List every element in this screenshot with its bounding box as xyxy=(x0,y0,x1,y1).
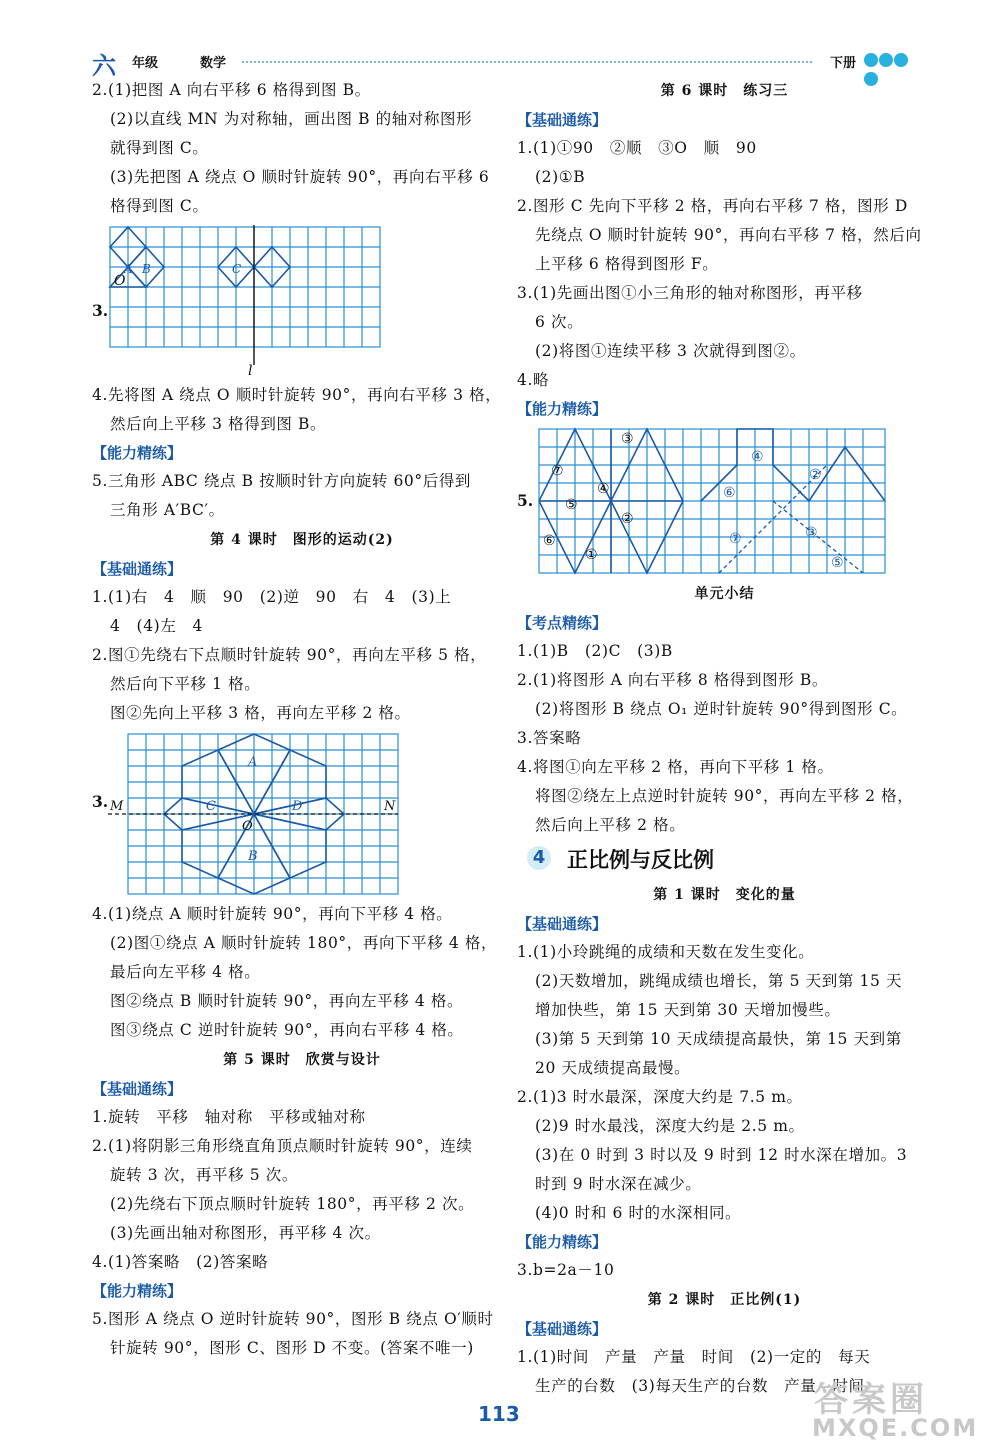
answer-line: 3.b=2a－10 xyxy=(517,1261,615,1279)
grid-figure-3 xyxy=(517,423,932,579)
circle-mark: ④ xyxy=(751,449,764,465)
right-column xyxy=(517,76,932,1401)
section-heading: 【能力精练】 xyxy=(92,1282,183,1300)
section-heading: 【基础通练】 xyxy=(517,111,608,129)
answer-line: 6 次。 xyxy=(535,313,584,331)
header-rule xyxy=(242,61,812,63)
answer-line: 1.旋转 平移 轴对称 平移或轴对称 xyxy=(92,1108,366,1126)
label-d: D xyxy=(292,799,303,814)
answer-line: (2)以直线 MN 为对称轴，画出图 B 的轴对称图形 xyxy=(110,110,473,128)
answer-line: 2.(1)3 时水最深，深度大约是 7.5 m。 xyxy=(517,1088,803,1106)
grade-label: 六 xyxy=(92,52,116,80)
label-n: N xyxy=(384,799,396,814)
answer-line: 格得到图 C。 xyxy=(110,197,209,215)
circle-mark: ③ xyxy=(621,431,634,447)
section-heading: 【基础通练】 xyxy=(92,560,183,578)
answer-line: 1.(1)小玲跳绳的成绩和天数在发生变化。 xyxy=(517,943,815,961)
circle-mark: ④ xyxy=(597,481,610,497)
answer-line: 然后向上平移 2 格。 xyxy=(535,816,686,834)
lesson-title: 第 5 课时 欣赏与设计 xyxy=(223,1052,381,1068)
answer-line: 三角形 A′BC′。 xyxy=(110,501,225,519)
chapter-heading xyxy=(517,840,932,880)
circle-mark: ⑤ xyxy=(831,555,844,571)
circle-mark: ⑦ xyxy=(729,531,742,547)
lesson-title: 第 6 课时 练习三 xyxy=(660,83,789,99)
answer-line: 5.图形 A 绕点 O 逆时针旋转 90°，图形 B 绕点 O′顺时 xyxy=(92,1310,494,1328)
section-heading: 【能力精练】 xyxy=(517,400,608,418)
label-c: C xyxy=(206,799,216,814)
page-header xyxy=(92,42,922,78)
circle-mark: ② xyxy=(621,511,634,527)
chapter-number: 4 xyxy=(527,846,551,870)
figure-number: 3. xyxy=(92,792,109,811)
answer-line: (3)先把图 A 绕点 O 顺时针旋转 90°，再向右平移 6 xyxy=(110,168,490,186)
answer-line: 3.答案略 xyxy=(517,729,582,747)
section-heading: 【基础通练】 xyxy=(517,1320,608,1338)
answer-line: (2)9 时水最浅，深度大约是 2.5 m。 xyxy=(535,1117,805,1135)
lesson-title: 第 1 课时 变化的量 xyxy=(653,887,796,903)
answer-line: 针旋转 90°，图形 C、图形 D 不变。(答案不唯一) xyxy=(110,1339,474,1357)
label-b: B xyxy=(142,262,151,276)
answer-line: 先绕点 O 顺时针旋转 90°，再向右平移 7 格，然后向 xyxy=(535,226,922,244)
chapter-title: 正比例与反比例 xyxy=(567,848,714,872)
circle-mark: ② xyxy=(809,467,822,483)
subject-label: 数学 xyxy=(200,56,227,71)
answer-line: 4.先将图 A 绕点 O 顺时针旋转 90°，再向右平移 3 格， xyxy=(92,386,502,404)
section-heading: 【能力精练】 xyxy=(517,1233,608,1251)
answer-line: 然后向下平移 1 格。 xyxy=(110,675,261,693)
answer-line: 2.(1)将图形 A 向右平移 8 格得到图形 B。 xyxy=(517,671,828,689)
circle-mark: ⑤ xyxy=(565,497,578,513)
answer-line: (3)第 5 天到第 10 天成绩提高最快，第 15 天到第 xyxy=(535,1030,902,1048)
circle-mark: ⑥ xyxy=(543,533,556,549)
answer-line: 2.图①先绕右下点顺时针旋转 90°，再向左平移 5 格， xyxy=(92,646,487,664)
label-b: B xyxy=(248,849,258,864)
circle-mark: ① xyxy=(585,547,598,563)
answer-line: 2.(1)将阴影三角形绕直角顶点顺时针旋转 90°，连续 xyxy=(92,1137,473,1155)
section-heading: 【基础通练】 xyxy=(517,915,608,933)
answer-line: (3)先画出轴对称图形，再平移 4 次。 xyxy=(110,1224,381,1242)
answer-line: 旋转 3 次，再平移 5 次。 xyxy=(110,1166,298,1184)
answer-line: 图③绕点 C 逆时针旋转 90°，再向右平移 4 格。 xyxy=(110,1021,464,1039)
label-l: l xyxy=(248,363,253,377)
answer-line: 2.(1)把图 A 向右平移 6 格得到图 B。 xyxy=(92,81,371,99)
section-heading: 【考点精练】 xyxy=(517,614,608,632)
answer-line: 然后向上平移 3 格得到图 B。 xyxy=(110,415,327,433)
grid-figure-1 xyxy=(92,221,512,381)
watermark-logo xyxy=(804,1372,984,1444)
grade-text: 年级 xyxy=(132,56,159,71)
lesson-title: 第 2 课时 正比例(1) xyxy=(647,1292,802,1308)
grid-diagram-1 xyxy=(108,225,388,377)
left-column xyxy=(92,76,512,1363)
answer-line: 5.三角形 ABC 绕点 B 按顺时针方向旋转 60°后得到 xyxy=(92,472,472,490)
label-a: A xyxy=(124,262,133,276)
label-o: O xyxy=(242,819,253,834)
answer-line: 4 (4)左 4 xyxy=(110,617,203,635)
page-number: 113 xyxy=(478,1402,520,1426)
answer-line: 4.(1)答案略 (2)答案略 xyxy=(92,1253,269,1271)
answer-line: 4.将图①向左平移 2 格，再向下平移 1 格。 xyxy=(517,758,834,776)
answer-line: 图②先向上平移 3 格，再向左平移 2 格。 xyxy=(110,704,411,722)
answer-line: 2.图形 C 先向下平移 2 格，再向右平移 7 格，图形 D xyxy=(517,197,908,215)
unit-summary-title: 单元小结 xyxy=(694,586,755,602)
answer-line: 1.(1)B (2)C (3)B xyxy=(517,642,673,660)
watermark-url: MXQE.COM xyxy=(812,1414,979,1442)
label-o: O xyxy=(114,273,126,289)
figure-number: 3. xyxy=(92,301,109,320)
answer-line: 生产的台数 (3)每天生产的台数 产量 时间 xyxy=(535,1377,865,1395)
answer-line: (3)在 0 时到 3 时以及 9 时到 12 时水深在增加。3 xyxy=(535,1146,908,1164)
watermark-text: 答案圈 xyxy=(814,1380,928,1420)
answer-line: 增加快些，第 15 天到第 30 天增加慢些。 xyxy=(535,1001,841,1019)
circle-mark: ⑦ xyxy=(551,463,564,479)
answer-line: (2)将图形 B 绕点 O₁ 逆时针旋转 90°得到图形 C。 xyxy=(535,700,908,718)
grid-diagram-2 xyxy=(108,730,408,896)
answer-line: 3.(1)先画出图①小三角形的轴对称图形，再平移 xyxy=(517,284,863,302)
lesson-title: 第 4 课时 图形的运动(2) xyxy=(210,532,394,548)
answer-line: 图②绕点 B 顺时针旋转 90°，再向左平移 4 格。 xyxy=(110,992,464,1010)
answer-line: 1.(1)右 4 顺 90 (2)逆 90 右 4 (3)上 xyxy=(92,588,452,606)
answer-line: 4.略 xyxy=(517,371,550,389)
answer-line: 20 天成绩提高最慢。 xyxy=(535,1059,691,1077)
label-m: M xyxy=(110,799,124,814)
answer-line: (2)将图①连续平移 3 次就得到图②。 xyxy=(535,342,806,360)
volume-label: 下册 xyxy=(830,56,857,71)
answer-line: (2)图①绕点 A 顺时针旋转 180°，再向下平移 4 格， xyxy=(110,934,498,952)
answer-line: (2)天数增加，跳绳成绩也增长，第 5 天到第 15 天 xyxy=(535,972,903,990)
label-a: A xyxy=(248,755,258,770)
answer-line: 时到 9 时水深在减少。 xyxy=(535,1175,702,1193)
answer-line: (2)①B xyxy=(535,168,586,186)
answer-line: 最后向左平移 4 格。 xyxy=(110,963,261,981)
section-heading: 【能力精练】 xyxy=(92,444,183,462)
answer-line: (4)0 时和 6 时的水深相同。 xyxy=(535,1204,742,1222)
grid-figure-2 xyxy=(92,728,512,900)
answer-line: (2)先绕右下顶点顺时针旋转 180°，再平移 2 次。 xyxy=(110,1195,475,1213)
answer-line: 就得到图 C。 xyxy=(110,139,209,157)
section-heading: 【基础通练】 xyxy=(92,1080,183,1098)
answer-line: 1.(1)①90 ②顺 ③O 顺 90 xyxy=(517,139,757,157)
answer-line: 1.(1)时间 产量 产量 时间 (2)一定的 每天 xyxy=(517,1348,871,1366)
circle-mark: ③ xyxy=(805,525,818,541)
figure-number: 5. xyxy=(517,491,534,510)
grid-diagram-3 xyxy=(537,427,887,575)
label-c: C xyxy=(232,262,242,276)
answer-line: 上平移 6 格得到图形 F。 xyxy=(535,255,719,273)
answer-line: 将图②绕左上点逆时针旋转 90°，再向左平移 2 格， xyxy=(535,787,914,805)
answer-line: 4.(1)绕点 A 顺时针旋转 90°，再向下平移 4 格。 xyxy=(92,905,453,923)
circle-mark: ⑥ xyxy=(723,485,736,501)
